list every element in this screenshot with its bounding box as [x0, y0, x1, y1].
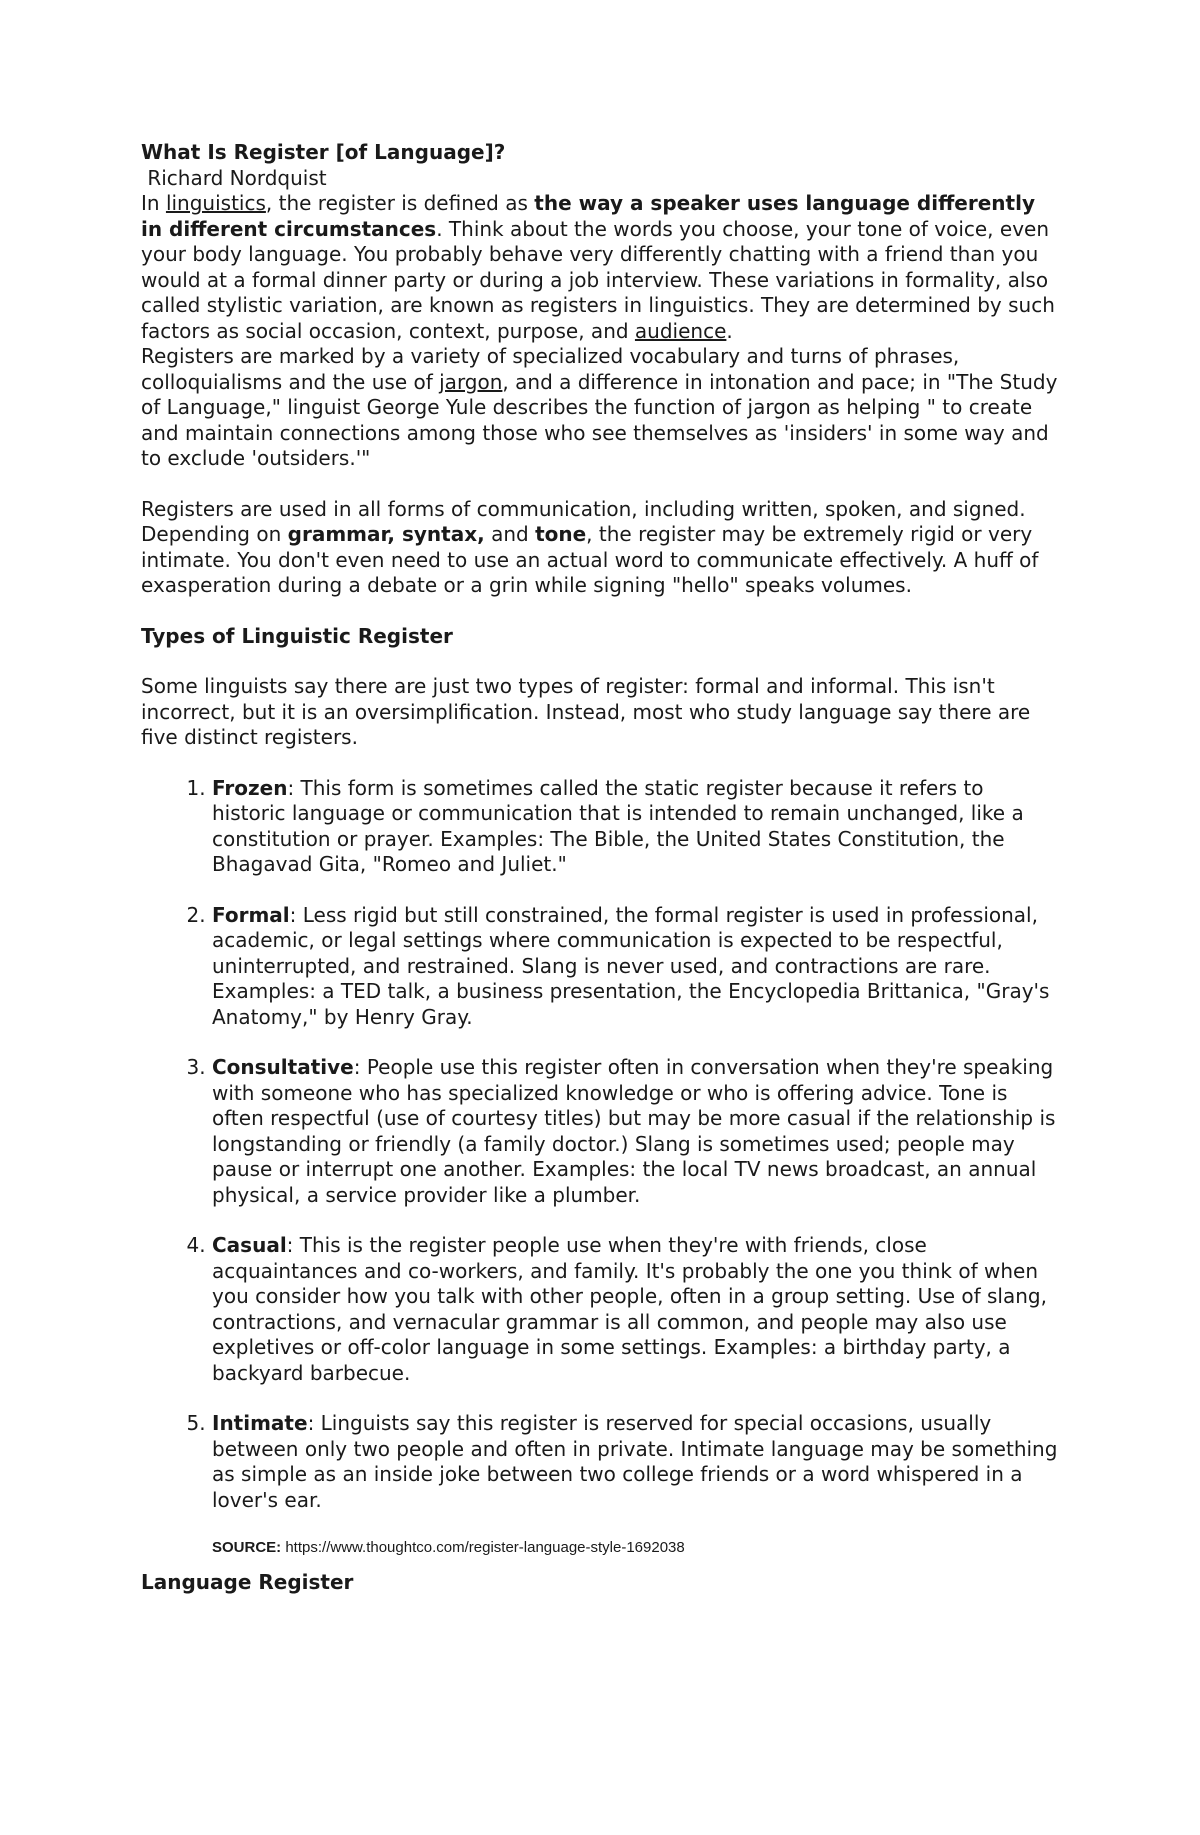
types-heading: Types of Linguistic Register	[141, 623, 453, 648]
intro-paragraph: In linguistics, the register is defined as the way a speaker uses language differently in different circumstances. Think about the words you choose, your tone of voice, even your body language. You probably behave very differently chatting with a friend than you would at a formal dinner party or during a job interview. These variations in formality, also called stylistic variation, are known as registers in linguistics. They are determined by such factors as social occasion, context, purpose, and audience.	[141, 191, 1055, 343]
linguistics-link[interactable]: linguistics	[165, 191, 266, 215]
register-list	[141, 776, 1061, 1514]
source-url[interactable]: https://www.thoughtco.com/register-language-style-1692038	[281, 1539, 685, 1556]
document-title: What Is Register [of Language]?	[141, 140, 506, 164]
list-item: 4. Casual: This is the register people use when they're with friends, close acquaintances and co-workers, and family. It's probably the one you think of when you consider how you talk with other people, often in a group setting. Use of slang, contractions, and vernacular grammar is all common, and people may also use expletives or off-color language in some settings. Examples: a birthday party, a backyard barbecue.	[212, 1233, 1061, 1386]
list-item: 3. Consultative: People use this register often in conversation when they're speaking with someone who has specialized knowledge or who is offering advice. Tone is often respectful (use of courtesy titles) but may be more casual if the relationship is longstanding or friendly (a family doctor.) Slang is sometimes used; people may pause or interrupt one another. Examples: the local TV news broadcast, an annual physical, a service provider like a plumber.	[212, 1055, 1061, 1208]
language-register-heading: Language Register	[141, 1570, 354, 1594]
audience-link[interactable]: audience	[634, 318, 727, 343]
list-item: 1. Frozen: This form is sometimes called the static register because it refers to historic language or communication that is intended to remain unchanged, like a constitution or prayer. Examples: The Bible, the United States Constitution, the Bhagavad Gita, "Romeo and Juliet."	[212, 776, 1061, 878]
jargon-link[interactable]: jargon	[439, 369, 503, 394]
jargon-paragraph: Registers are marked by a variety of specialized vocabulary and turns of phrases, colloquialisms and the use of jargon, and a difference in intonation and pace; in "The Study of Language," linguist George Yule describes the function of jargon as helping " to create and maintain connections among those who see themselves as 'insiders' in some way and to exclude 'outsiders.'"	[141, 344, 1058, 470]
source-line: SOURCE: https://www.thoughtco.com/register-language-style-1692038	[212, 1539, 685, 1556]
document-page	[141, 140, 1061, 1596]
list-item: 5. Intimate: Linguists say this register is reserved for special occasions, usually between only two people and often in private. Intimate language may be something as simple as an inside joke between two college friends or a word whispered in a lover's ear.	[212, 1411, 1061, 1513]
communication-paragraph: Registers are used in all forms of communication, including written, spoken, and signed. Depending on grammar, syntax, and tone, the register may be extremely rigid or very intimate. You don't even need to use an actual word to communicate effectively. A huff of exasperation during a debate or a grin while signing "hello" speaks volumes.	[141, 496, 1039, 597]
list-item: 2. Formal: Less rigid but still constrained, the formal register is used in professional, academic, or legal settings where communication is expected to be respectful, uninterrupted, and restrained. Slang is never used, and contractions are rare. Examples: a TED talk, a business presentation, the Encyclopedia Brittanica, "Gray's Anatomy," by Henry Gray.	[212, 903, 1061, 1031]
author-line: Richard Nordquist	[141, 165, 327, 190]
types-intro-paragraph: Some linguists say there are just two types of register: formal and informal. This isn't incorrect, but it is an oversimplification. Instead, most who study language say there are five distinct registers.	[141, 674, 1031, 749]
